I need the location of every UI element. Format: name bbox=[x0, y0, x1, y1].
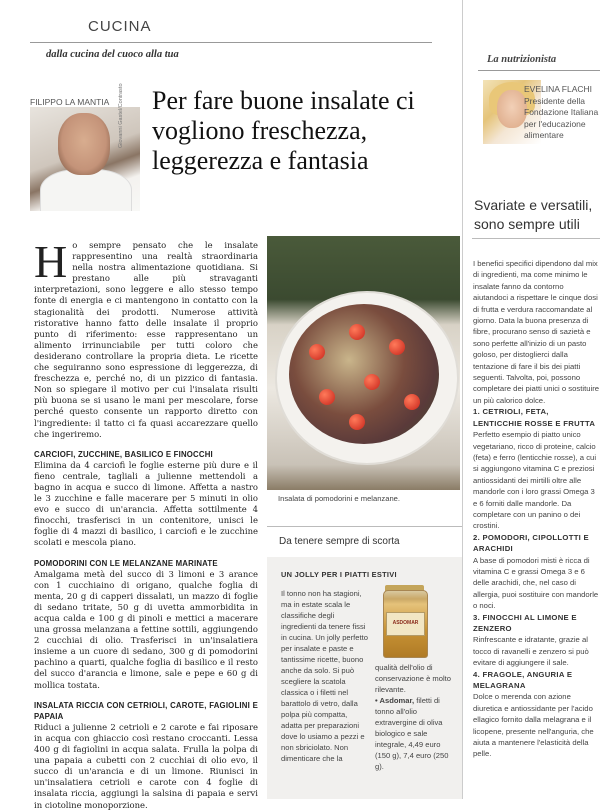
sidebar-item-title: 3. FINOCCHI AL LIMONE E ZENZERO bbox=[473, 612, 577, 633]
drop-cap: H bbox=[34, 236, 68, 287]
header-divider bbox=[30, 42, 432, 43]
page-headline: Per fare buone insalate ci vogliono freschezza, leggerezza e fantasia bbox=[152, 86, 415, 175]
product-brand: • Asdomar, bbox=[375, 696, 415, 705]
product-text-continued: qualità dell'olio di conservazione è molto rilevante. bbox=[375, 663, 451, 694]
author-name: FILIPPO LA MANTIA bbox=[30, 97, 110, 107]
recipe-text: Riduci a julienne 2 cetrioli e 2 carote e fai riposare in acqua con ghiaccio così restano croccanti. Lessa 400 g di fagiolini in acqua salata. Frulla la polpa di una papaia a cubetti con 2 cucchiai di olio evo, il succo di un'arancia e di un limone. Riunisci in un'insalatiera cetrioli e carote con 4 foglie di insalata riccia, aggiungi la salsina di papaia e servi in ciotoline monoporzione. bbox=[34, 721, 258, 810]
sidebar-item-text: Rinfrescante e idratante, grazie al tocco di ravanelli e zenzero si può evitare di aggiungere il sale. bbox=[473, 635, 589, 668]
sidebar-item-text: Dolce o merenda con azione diuretica e antiossidante per l'acido ellagico fornito dalla melagrana e il licopene, presente nell'anguria, che aiuta a mantenere l'elasticità della pelle. bbox=[473, 692, 594, 759]
recipe-text: Amalgama metà del succo di 3 limoni e 3 arance con 1 cucchiaino di origano, qualche foglia di menta, 20 g di capperi dissalati, un mazzo di foglie di sedano tritate, 50 g di uvetta ammorbidita in acqua calda e 100 g di pinoli e mettici a macerare una grossa melanzana a fettine sottili, aggiungendo 2 cucchiai di olio. Trasferisci in un'insalatiera insieme a un cuore di sedano, 300 g di pomodorini pachino a quarti, qualche foglia di basilico e il resto del succo d'arancia e limone, sale e pepe e 60 g di mollica tostata. bbox=[34, 568, 258, 690]
sidebar-item-title: 4. FRAGOLE, ANGURIA E MELAGRANA bbox=[473, 669, 573, 691]
product-description: filetti di tonno all'olio extravergine di oliva biologico e sale integrale, 4,49 euro (150 g), 7,4 euro (250 g). bbox=[375, 696, 449, 771]
photo-credit: Giovanni Gastel/Contrasto bbox=[118, 83, 124, 148]
tomato-shape bbox=[364, 374, 380, 390]
tomato-shape bbox=[349, 324, 365, 340]
chef-face-shape bbox=[58, 113, 110, 175]
section-subtitle: dalla cucina del cuoco alla tua bbox=[46, 49, 179, 60]
nutritionist-byline bbox=[524, 84, 600, 142]
nutritionist-section-title: La nutrizionista bbox=[487, 54, 557, 65]
photo-caption: Insalata di pomodorini e melanzane. bbox=[278, 494, 400, 503]
sidebar-item-title: 2. POMODORI, CIPOLLOTTI E ARACHIDI bbox=[473, 532, 589, 554]
sidebar-intro: I benefici specifici dipendono dal mix di ingredienti, ma come minimo le insalate fanno da contorno aiutandoci a rispettare le cinque dosi di frutta e verdura raccomandate al giorno. Data la buona presenza di fibre, procurano senso di sazietà e sono perfette all'inizio di un pasto goloso, per distoglierci dalla tentazione di fare il bis dei piatti seguenti. Talvolta, poi, possono completare dei piatti unici o sostituire un più calorico dolce. bbox=[473, 259, 600, 405]
tomato-shape bbox=[389, 339, 405, 355]
jar-label bbox=[386, 612, 425, 636]
product-details bbox=[375, 662, 457, 772]
sidebar-title: Svariate e versatili, sono sempre utili bbox=[474, 197, 593, 232]
section-title: CUCINA bbox=[88, 18, 152, 35]
nutritionist-name: EVELINA FLACHI bbox=[524, 84, 593, 94]
tomato-shape bbox=[404, 394, 420, 410]
face-shape bbox=[497, 90, 527, 128]
scorta-heading: Da tenere sempre di scorta bbox=[279, 536, 400, 547]
sidebar-divider bbox=[472, 238, 600, 239]
jar-label-text: ASDOMAR bbox=[392, 620, 419, 626]
product-title: UN JOLLY PER I PIATTI ESTIVI bbox=[281, 570, 397, 579]
sidebar-item-title: 1. CETRIOLI, FETA, LENTICCHIE ROSSE E FRUTTA bbox=[473, 407, 596, 428]
tomato-shape bbox=[309, 344, 325, 360]
tomato-shape bbox=[319, 389, 335, 405]
product-text: Il tonno non ha stagioni, ma in estate scala le classifiche degli ingredienti da tenere fissi in cucina. Un jolly perfetto per insalate e paste e tantissime ricette, buono anche da solo. Si può scegliere la scatola classica o i filetti nel barattolo di vetro, dalla polpa più compatta, adatta per preparazioni dove lo usiamo a pezzi e non sbriciolato. Non dimenticare che la bbox=[281, 589, 368, 763]
scorta-divider bbox=[267, 526, 462, 527]
sidebar-text bbox=[473, 258, 600, 760]
nutritionist-divider bbox=[478, 70, 600, 71]
recipe-title: CARCIOFI, ZUCCHINE, BASILICO E FINOCCHI bbox=[34, 449, 213, 459]
tomato-shape bbox=[349, 414, 365, 430]
recipe-title: INSALATA RICCIA CON CETRIOLI, CAROTE, FAGIOLINI E PAPAIA bbox=[34, 700, 258, 721]
chef-coat-shape bbox=[40, 169, 132, 211]
article-body bbox=[34, 236, 258, 811]
nutritionist-role: Presidente della Fondazione Italiana per l'educazione alimentare bbox=[524, 95, 599, 140]
sidebar-item-text: A base di pomodori misti è ricca di vitamina C e grassi Omega 3 e 6 delle arachidi, che, nel caso di allergia, puoi sostituire con mandorle o noci. bbox=[473, 555, 599, 611]
sidebar-item-text: Perfetto esempio di piatto unico vegetariano, ricco di proteine, calcio (feta) e ferro (lenticchie rosse), a cui si aggiungono vitamina C e preziosi antiossidanti dei mirtilli oltre alle mandorle con i loro grassi Omega 3 e 6 forniti dalle mandorle. Da completare con un panino o dei crostini. bbox=[473, 430, 597, 531]
recipe-text: Elimina da 4 carciofi le foglie esterne più dure e il fieno centrale, tagliali a julienne mettendoli a bagno in acqua e succo di limone. Affetta a nastro le 3 zucchine e falle macerare per 5 minuti in olio evo e succo di un'arancia. Affetta sottilmente 4 finocchi, trasferisci in un contenitore, unisci le foglie di 4 mazzi di basilico, i carciofi e le zucchine scolati e mescola piano. bbox=[34, 459, 258, 548]
article-intro bbox=[34, 236, 258, 440]
recipe-title: POMODORINI CON LE MELANZANE MARINATE bbox=[34, 558, 218, 568]
intro-text: o sempre pensato che le insalate rappresentino una realtà straordinaria nella nostra alimentazione quotidiana. Si prestano alle più stravaganti interpretazioni, sono leggere e allo stesso tempo fonte di energia e ci mantengono in contatto con la stagionalità dei prodotti. Numerose attività ristorative hanno fatto delle insalate il proprio punto di riferimento: esse rappresentano un alimento irrinunciabile per tutti coloro che desiderano controllare la propria dieta. Le ricette che seguiranno sono espressione di leggerezza, di freschezza e, perché no, di un pizzico di fantasia. Non so spiegare il motivo per cui l'insalata risulti più buona se si usano le mani per mescolare, forse perché questo consente un rapporto diretto con l'ingrediente: il tatto ci fa quasi accarezzare quello che ingeriremo. bbox=[34, 240, 258, 439]
salad-shape bbox=[289, 304, 439, 444]
column-divider bbox=[462, 0, 463, 799]
salad-photo bbox=[267, 236, 460, 490]
